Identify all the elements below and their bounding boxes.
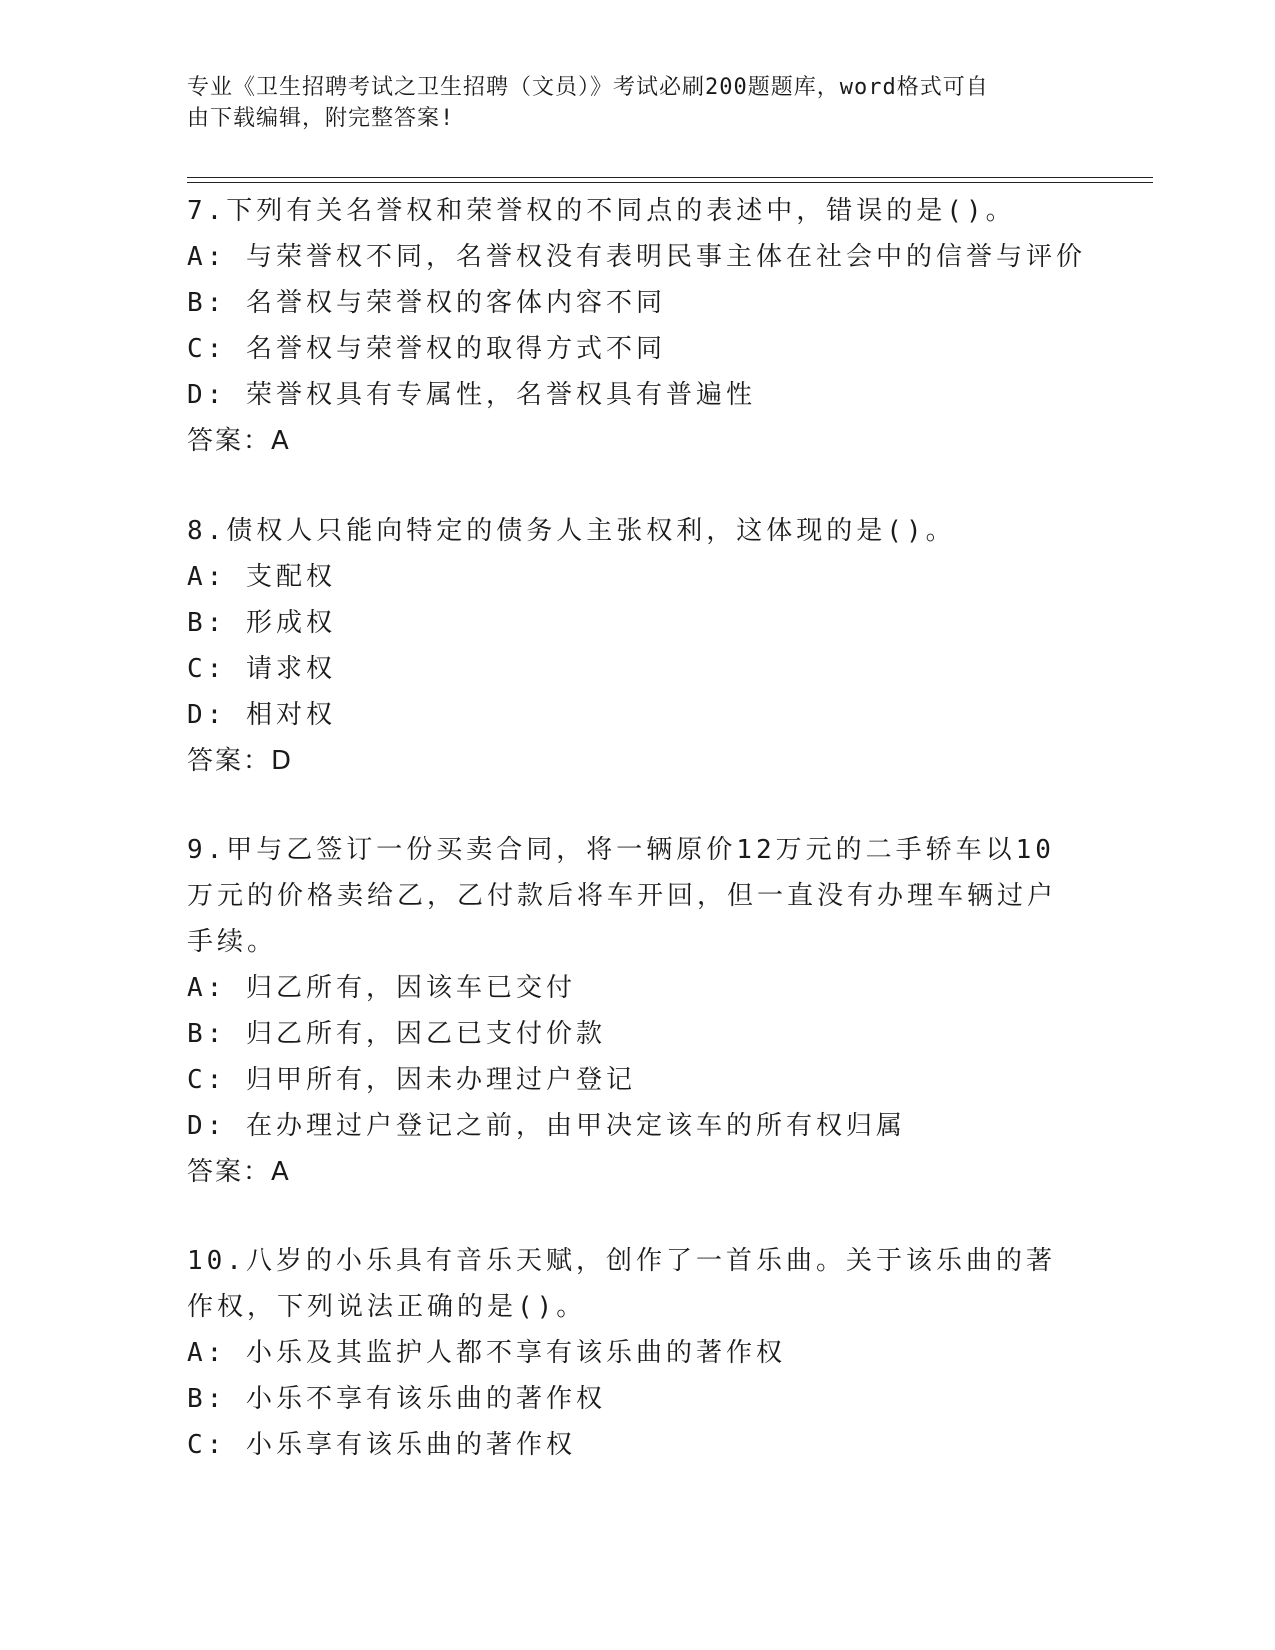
option-c: C: 请求权	[187, 654, 336, 684]
header-line-1: 专业《卫生招聘考试之卫生招聘（文员）》考试必刷200题题库，word格式可自	[187, 75, 989, 100]
option-a: A: 归乙所有，因该车已交付	[187, 973, 576, 1003]
header-rule-top	[187, 177, 1153, 178]
option-a: A: 与荣誉权不同，名誉权没有表明民事主体在社会中的信誉与评价	[187, 242, 1086, 272]
document-header	[187, 72, 1067, 134]
question-stem: 8.债权人只能向特定的债务人主张权利，这体现的是()。	[187, 516, 956, 546]
option-d: D: 荣誉权具有专属性，名誉权具有普遍性	[187, 380, 756, 410]
option-c: C: 小乐享有该乐曲的著作权	[187, 1430, 576, 1460]
option-b: B: 名誉权与荣誉权的客体内容不同	[187, 288, 666, 318]
question-block	[187, 827, 1067, 1195]
option-b: B: 形成权	[187, 608, 336, 638]
option-b: B: 小乐不享有该乐曲的著作权	[187, 1384, 606, 1414]
option-c: C: 名誉权与荣誉权的取得方式不同	[187, 334, 666, 364]
question-stem: 7.下列有关名誉权和荣誉权的不同点的表述中，错误的是()。	[187, 196, 1016, 226]
answer-line: 答案：A	[187, 426, 291, 456]
question-stem: 10.八岁的小乐具有音乐天赋，创作了一首乐曲。关于该乐曲的著作权，下列说法正确的是()。	[187, 1246, 1056, 1322]
header-line-2: 由下载编辑，附完整答案!	[187, 106, 455, 131]
answer-line: 答案：D	[187, 746, 294, 776]
option-a: A: 小乐及其监护人都不享有该乐曲的著作权	[187, 1338, 786, 1368]
option-d: D: 相对权	[187, 700, 336, 730]
question-block	[187, 188, 1086, 464]
question-block	[187, 1238, 1067, 1468]
option-b: B: 归乙所有，因乙已支付价款	[187, 1019, 606, 1049]
option-c: C: 归甲所有，因未办理过户登记	[187, 1065, 636, 1095]
header-rule-bottom	[187, 182, 1153, 183]
question-stem: 9.甲与乙签订一份买卖合同，将一辆原价12万元的二手轿车以10万元的价格卖给乙，乙付款后将车开回，但一直没有办理车辆过户手续。	[187, 835, 1058, 957]
option-a: A: 支配权	[187, 562, 336, 592]
answer-line: 答案：A	[187, 1157, 291, 1187]
option-d: D: 在办理过户登记之前，由甲决定该车的所有权归属	[187, 1111, 906, 1141]
question-block	[187, 508, 1067, 784]
